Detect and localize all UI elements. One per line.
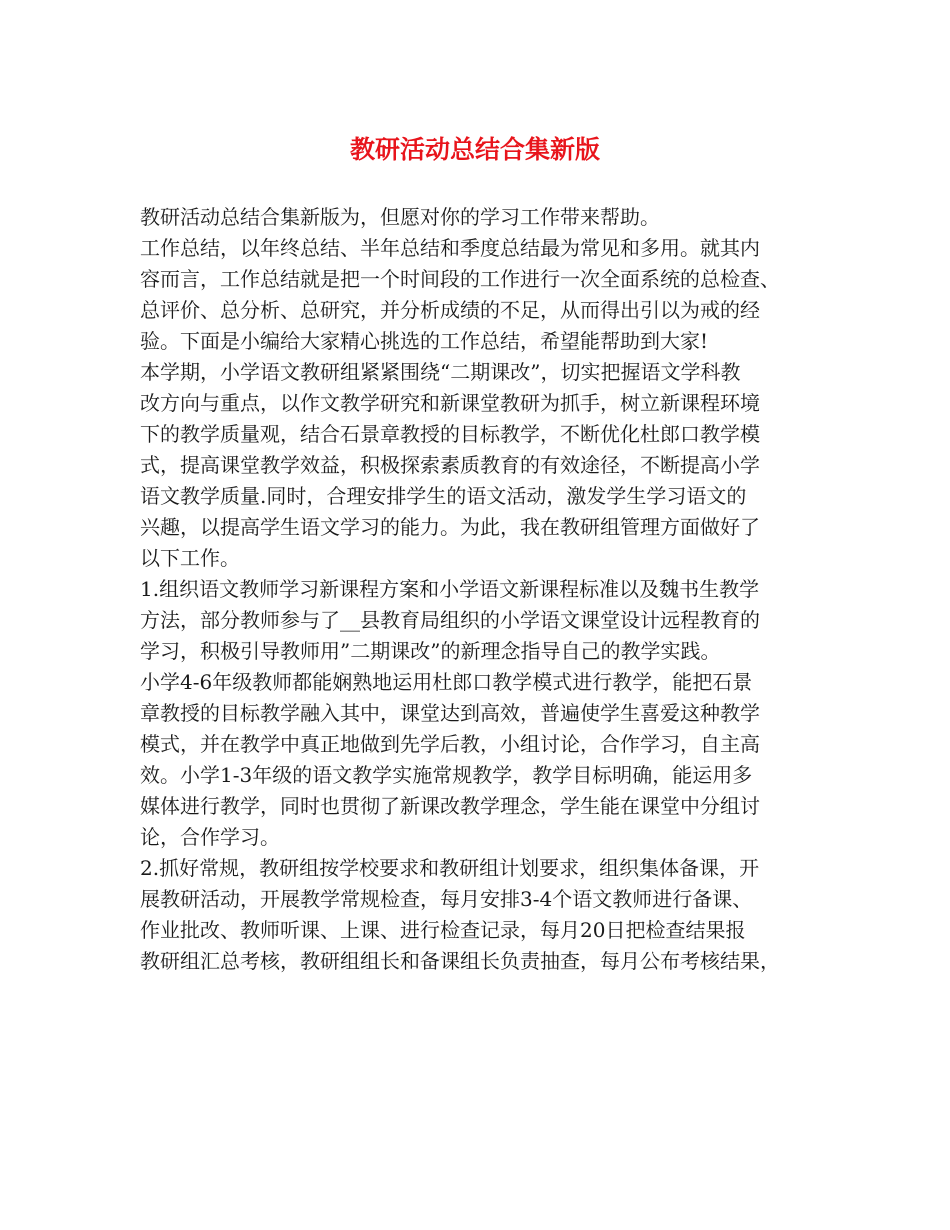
document-body xyxy=(140,202,820,977)
text-line: 改方向与重点，以作文教学研究和新课堂教研为抓手，树立新课程环境 xyxy=(140,391,760,415)
document-title: 教研活动总结合集新版 xyxy=(349,135,600,164)
text-line: 媒体进行教学，同时也贯彻了新课改教学理念，学生能在课堂中分组讨 xyxy=(140,794,760,818)
text-line: 1.组织语文教师学习新课程方案和小学语文新课程标准以及魏书生教学 xyxy=(140,577,760,601)
text-line: 章教授的目标教学融入其中，课堂达到高效，普遍使学生喜爱这种教学 xyxy=(140,701,760,725)
text-line: 2.抓好常规，教研组按学校要求和教研组计划要求，组织集体备课，开 xyxy=(140,856,760,880)
text-line: 验。下面是小编给大家精心挑选的工作总结，希望能帮助到大家! xyxy=(140,329,709,353)
text-line: 效。小学1-3年级的语文教学实施常规教学，教学目标明确，能运用多 xyxy=(140,763,753,787)
text-line: 本学期，小学语文教研组紧紧围绕“二期课改”，切实把握语文学科教 xyxy=(140,360,741,384)
text-line: 式，提高课堂教学效益，积极探索素质教育的有效途径，不断提高小学 xyxy=(140,453,760,477)
text-line: 教研组汇总考核，教研组组长和备课组长负责抽查，每月公布考核结果， xyxy=(140,949,780,973)
text-line: 下的教学质量观，结合石景章教授的目标教学，不断优化杜郎口教学模 xyxy=(140,422,760,446)
text-line: 作业批改、教师听课、上课、进行检查记录，每月20日把检查结果报 xyxy=(140,918,746,942)
text-line: 兴趣，以提高学生语文学习的能力。为此，我在教研组管理方面做好了 xyxy=(140,515,760,539)
text-line: 模式，并在教学中真正地做到先学后教，小组讨论，合作学习，自主高 xyxy=(140,732,760,756)
text-line: 小学4-6年级教师都能娴熟地运用杜郎口教学模式进行教学，能把石景 xyxy=(140,670,753,694)
text-line: 总评价、总分析、总研究，并分析成绩的不足，从而得出引以为戒的经 xyxy=(140,298,760,322)
text-line: 工作总结，以年终总结、半年总结和季度总结最为常见和多用。就其内 xyxy=(140,236,760,260)
text-line: 教研活动总结合集新版为，但愿对你的学习工作带来帮助。 xyxy=(140,205,660,229)
text-line: 展教研活动，开展教学常规检查，每月安排3-4个语文教师进行备课、 xyxy=(140,887,753,911)
text-line: 以下工作。 xyxy=(140,546,240,570)
text-line: 学习，积极引导教师用”二期课改”的新理念指导自己的教学实践。 xyxy=(140,639,721,663)
text-line: 方法，部分教师参与了__县教育局组织的小学语文课堂设计远程教育的 xyxy=(140,608,760,632)
text-line: 论，合作学习。 xyxy=(140,825,280,849)
text-line: 容而言，工作总结就是把一个时间段的工作进行一次全面系统的总检查、 xyxy=(140,267,780,291)
text-line: 语文教学质量.同时，合理安排学生的语文活动，激发学生学习语文的 xyxy=(140,484,747,508)
